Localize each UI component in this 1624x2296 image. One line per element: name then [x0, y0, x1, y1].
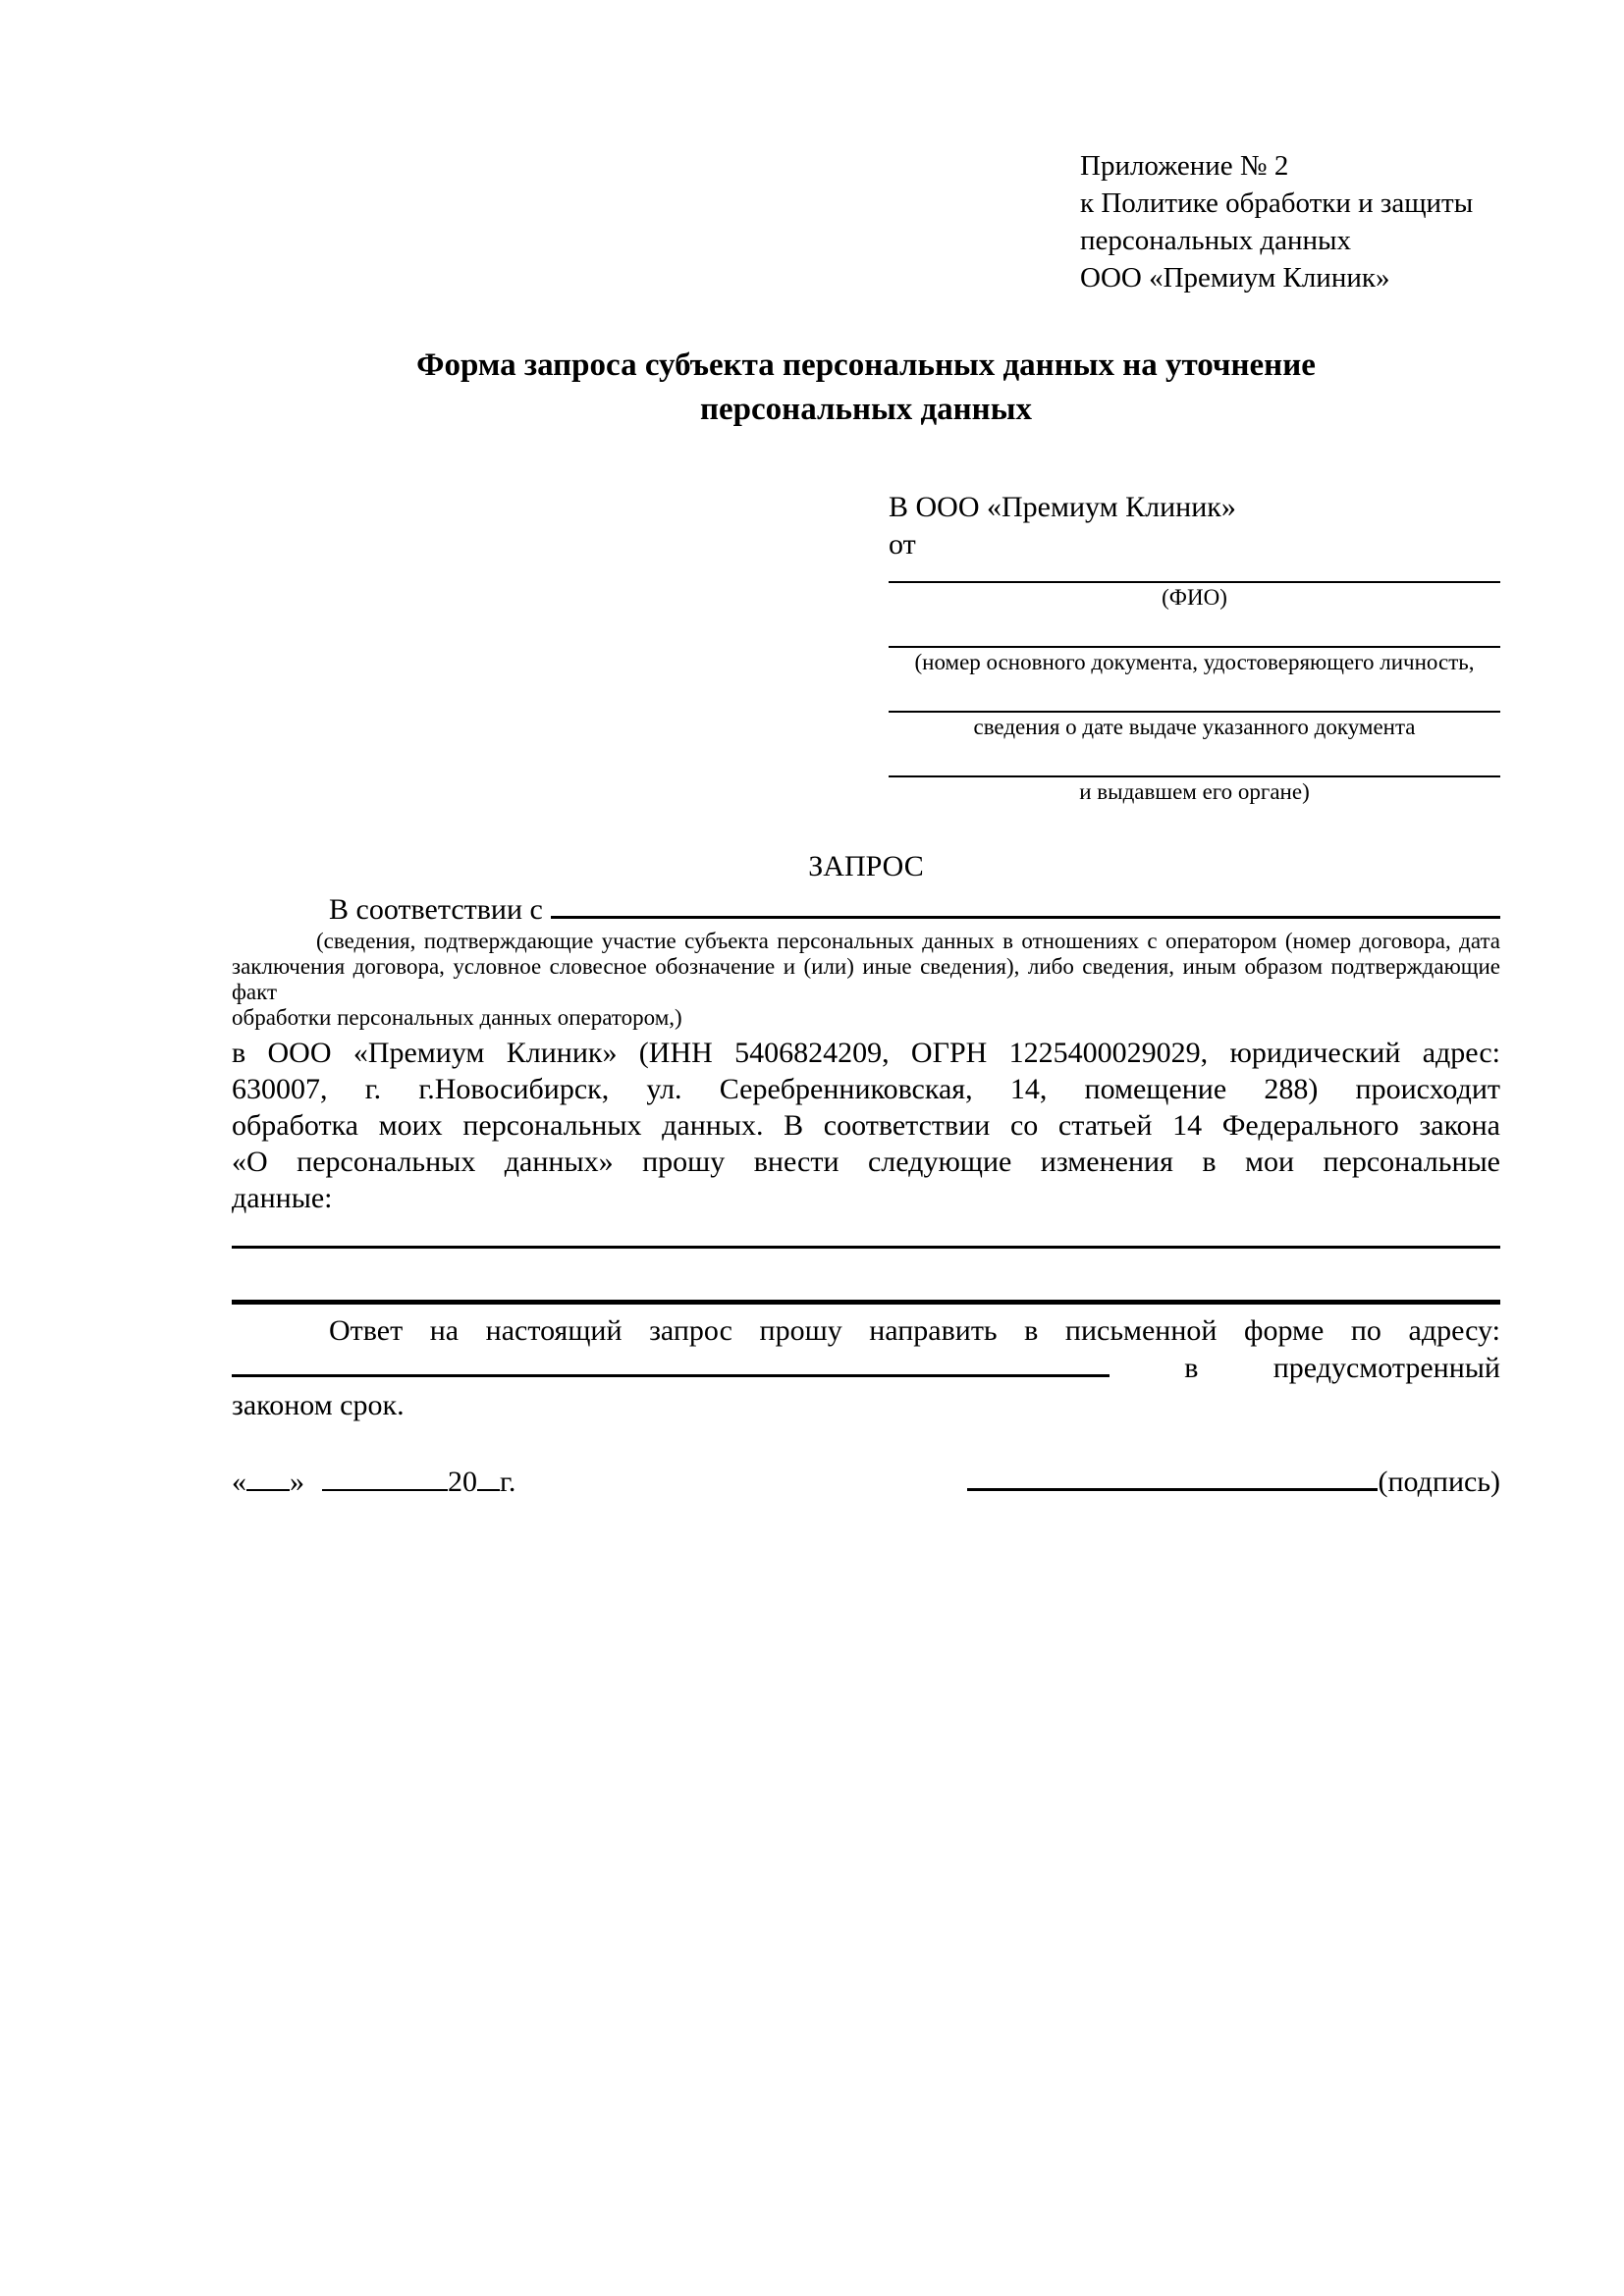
request-body-line: «О персональных данных» прошу внести следующие изменения в мои персональные	[232, 1146, 1500, 1178]
document-number-caption: (номер основного документа, удостоверяющего личность,	[914, 650, 1475, 674]
appendix-header-line: ООО «Премиум Клиник»	[1080, 262, 1390, 294]
signature-caption: (подпись)	[1378, 1466, 1500, 1498]
request-body	[232, 1035, 1500, 1216]
reply-word-in: в	[1184, 1352, 1199, 1384]
appendix-header-line: Приложение № 2	[1080, 150, 1289, 182]
fio-fill-line	[889, 563, 1500, 583]
accordance-label: В соответствии с	[329, 893, 543, 926]
document-title	[232, 344, 1500, 432]
appendix-header	[1080, 147, 1500, 296]
document-number-fill-line	[889, 611, 1500, 648]
changes-fill-line-1	[232, 1246, 1500, 1249]
request-body-line: 630007, г. г.Новосибирск, ул. Серебренниковская, 14, помещение 288) происходит	[232, 1073, 1500, 1105]
request-body-line: в ООО «Премиум Клиник» (ИНН 5406824209, ОГРН 1225400029029, юридический адрес:	[232, 1037, 1500, 1069]
date-year-fill-line	[477, 1489, 500, 1491]
document-title-line: персональных данных	[700, 392, 1032, 427]
issuing-authority-caption: и выдавшем его органе)	[1079, 779, 1310, 804]
reply-term-line: законом срок.	[232, 1389, 405, 1421]
date-signature-row	[232, 1464, 1500, 1501]
accordance-line	[232, 891, 1500, 929]
address-fill-line	[232, 1374, 1110, 1377]
date-line	[232, 1464, 515, 1501]
date-year-prefix: 20	[448, 1466, 477, 1498]
issue-date-fill-line	[889, 675, 1500, 713]
issuing-authority-fill-line	[889, 740, 1500, 777]
issue-date-caption: сведения о дате выдаче указанного документа	[973, 715, 1416, 739]
addressee-to: В ООО «Премиум Клиник»	[889, 491, 1236, 523]
fio-caption: (ФИО)	[1162, 585, 1227, 610]
signature-line	[967, 1464, 1500, 1501]
appendix-header-line: к Политике обработки и защиты	[1080, 187, 1474, 219]
request-heading: ЗАПРОС	[808, 850, 924, 882]
signature-fill-line	[967, 1488, 1378, 1491]
accordance-fill-line	[551, 916, 1500, 919]
footnote	[232, 929, 1500, 1031]
footnote-line: (сведения, подтверждающие участие субъекта персональных данных в отношениях с оператором (номер договора, дата	[316, 929, 1500, 953]
addressee-from-label: от	[889, 528, 916, 561]
footnote-line: заключения договора, условное словесное обозначение и (или) иные сведения), либо сведения, иным образом подтверждающие факт	[232, 954, 1500, 1004]
document-title-line: Форма запроса субъекта персональных данных на уточнение	[416, 347, 1316, 383]
date-quote-open: «	[232, 1466, 246, 1498]
changes-fill-line-2	[232, 1300, 1500, 1305]
date-day-fill-line	[246, 1489, 290, 1491]
reply-address-line	[232, 1350, 1500, 1387]
request-body-line: обработка моих персональных данных. В соответствии со статьей 14 Федерального закона	[232, 1109, 1500, 1142]
reply-request-line: Ответ на настоящий запрос прошу направить в письменной форме по адресу:	[329, 1314, 1500, 1347]
date-quote-close: »	[290, 1466, 304, 1498]
request-body-line: данные:	[232, 1182, 333, 1214]
reply-paragraph	[232, 1312, 1500, 1424]
date-year-suffix: г.	[500, 1466, 516, 1498]
appendix-header-line: персональных данных	[1080, 225, 1352, 256]
reply-word-stipulated: предусмотренный	[1272, 1352, 1500, 1384]
addressee-block	[889, 489, 1500, 805]
date-month-fill-line	[322, 1489, 448, 1491]
footnote-line: обработки персональных данных оператором,)	[232, 1005, 682, 1030]
